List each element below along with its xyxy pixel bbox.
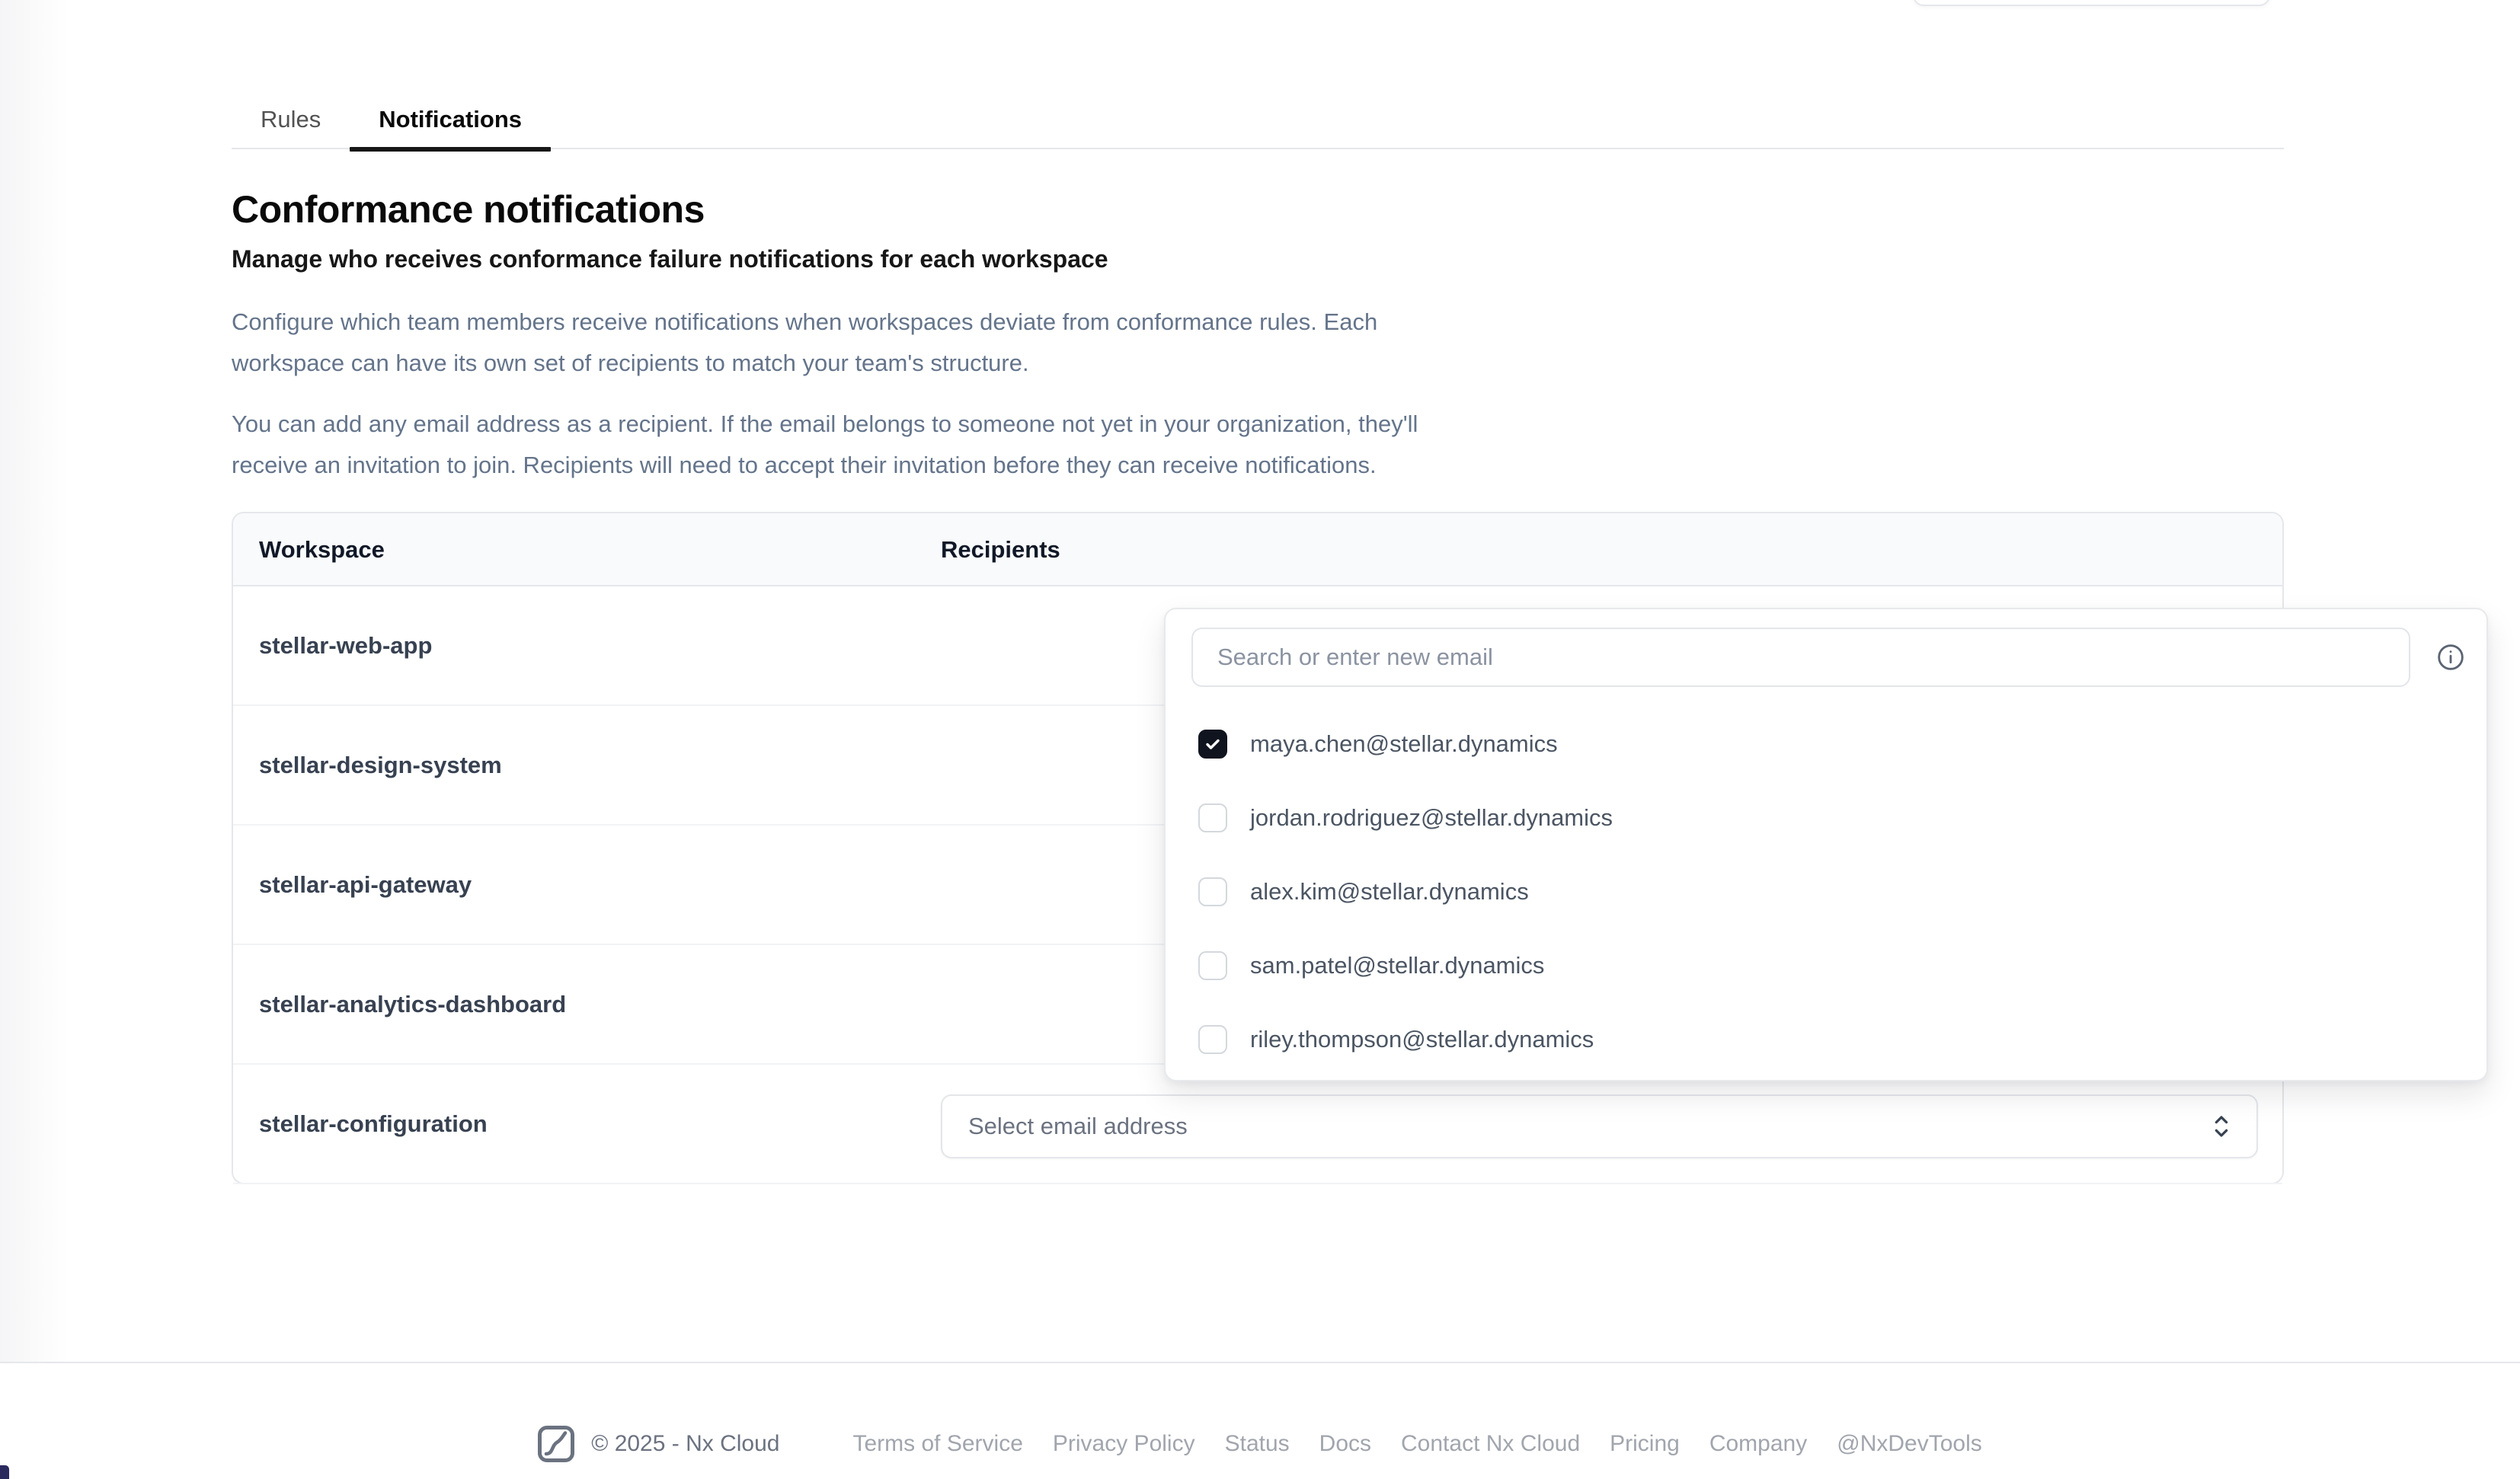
table-header-row	[233, 513, 2282, 586]
checkmark-icon	[1204, 735, 1222, 753]
footer-divider	[0, 1362, 2520, 1363]
footer	[0, 1409, 2520, 1479]
footer-link-privacy[interactable]: Privacy Policy	[1052, 1431, 1195, 1456]
info-circle-icon[interactable]	[2435, 641, 2467, 673]
recipient-email: jordan.rodriguez@stellar.dynamics	[1250, 803, 1613, 831]
column-header-workspace: Workspace	[259, 536, 385, 563]
workspace-name: stellar-web-app	[259, 631, 433, 659]
top-right-cutoff-control[interactable]	[1913, 0, 2270, 6]
checkbox-unchecked[interactable]	[1198, 951, 1227, 980]
footer-link-docs[interactable]: Docs	[1319, 1431, 1372, 1456]
checkbox-unchecked[interactable]	[1198, 803, 1227, 832]
recipient-option[interactable]	[1166, 854, 2486, 928]
recipient-email: riley.thompson@stellar.dynamics	[1250, 1025, 1594, 1053]
recipient-option[interactable]	[1166, 707, 2486, 781]
recipient-option[interactable]	[1166, 1002, 2486, 1076]
tab-rules-label: Rules	[261, 106, 321, 133]
footer-link-pricing[interactable]: Pricing	[1610, 1431, 1680, 1456]
description-paragraph-1: Configure which team members receive notifications when workspaces deviate from conformance rules. Each workspace can have its own set of recipients to match your team's structure.	[232, 308, 1378, 376]
checkbox-unchecked[interactable]	[1198, 877, 1227, 906]
footer-links	[852, 1431, 1981, 1457]
recipient-email: sam.patel@stellar.dynamics	[1250, 951, 1545, 979]
footer-link-company[interactable]: Company	[1709, 1431, 1808, 1456]
description-paragraph-2: You can add any email address as a recipient. If the email belongs to someone not yet in your organization, they'll receive an invitation to join. Recipients will need to accept their invitation before they can receive notifications.	[232, 410, 1418, 478]
tab-bar	[232, 90, 2284, 149]
recipient-option-list	[1166, 707, 2486, 1076]
tab-rules[interactable]	[232, 90, 350, 149]
footer-link-status[interactable]: Status	[1224, 1431, 1290, 1456]
footer-brand	[538, 1426, 779, 1462]
search-input[interactable]	[1191, 628, 2410, 687]
tab-notifications-label: Notifications	[379, 106, 522, 133]
workspace-name: stellar-design-system	[259, 751, 502, 778]
column-header-recipients: Recipients	[941, 536, 1060, 563]
checkbox-unchecked[interactable]	[1198, 1025, 1227, 1054]
workspace-name: stellar-api-gateway	[259, 870, 472, 898]
page-title: Conformance notifications	[232, 188, 705, 231]
footer-link-nxdevtools[interactable]: @NxDevTools	[1837, 1431, 1982, 1456]
recipients-dropdown-panel	[1164, 608, 2488, 1081]
workspace-name: stellar-analytics-dashboard	[259, 990, 567, 1017]
workspace-name: stellar-configuration	[259, 1110, 488, 1137]
recipient-select-placeholder: Select email address	[968, 1113, 1188, 1139]
tab-notifications[interactable]	[350, 90, 551, 149]
active-tab-underline	[350, 147, 551, 152]
chevron-up-down-icon	[2209, 1111, 2234, 1142]
footer-link-terms[interactable]: Terms of Service	[852, 1431, 1023, 1456]
footer-link-contact[interactable]: Contact Nx Cloud	[1401, 1431, 1581, 1456]
page-subtitle: Manage who receives conformance failure notifications for each workspace	[232, 245, 1108, 273]
checkbox-checked[interactable]	[1198, 730, 1227, 759]
nx-cloud-logo-icon	[538, 1426, 574, 1462]
recipient-option[interactable]	[1166, 781, 2486, 854]
recipient-email: maya.chen@stellar.dynamics	[1250, 730, 1558, 757]
footer-copyright: © 2025 - Nx Cloud	[591, 1431, 780, 1456]
left-edge-fade	[0, 0, 69, 1362]
recipient-email: alex.kim@stellar.dynamics	[1250, 877, 1529, 905]
recipient-option[interactable]	[1166, 928, 2486, 1002]
recipient-select[interactable]	[941, 1094, 2258, 1158]
